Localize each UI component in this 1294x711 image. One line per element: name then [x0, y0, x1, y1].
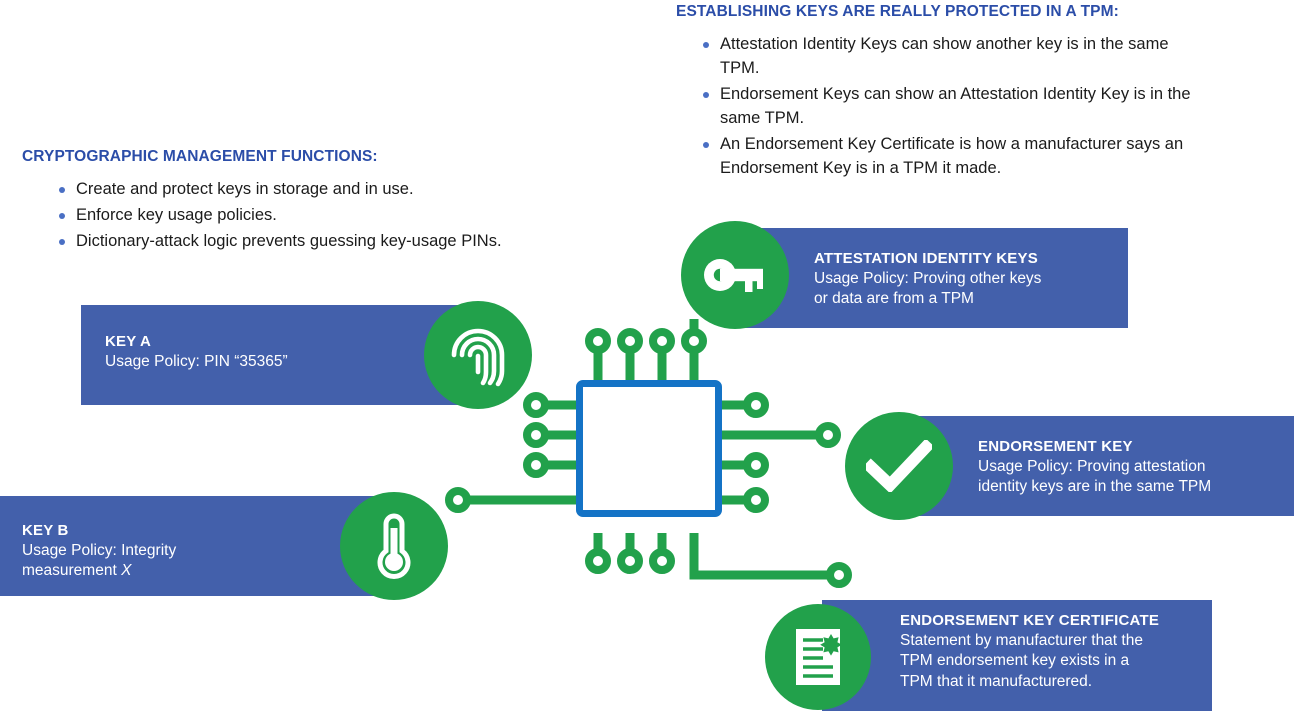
banner-subtitle-line1: Statement by manufacturer that the — [900, 631, 1143, 649]
checkmark-icon — [845, 412, 953, 520]
banner-subtitle-line3: TPM that it manufacturered. — [900, 672, 1093, 690]
banner-title: ENDORSEMENT KEY — [978, 438, 1133, 455]
banner-endorsement-key-certificate — [822, 600, 1212, 711]
list-item: Attestation Identity Keys can show another key is in the same TPM. — [694, 33, 1194, 81]
list-item: Enforce key usage policies. — [50, 204, 622, 228]
banner-subtitle-line2: identity keys are in the same TPM — [978, 478, 1212, 496]
tpm-protection-bullets — [676, 33, 1194, 181]
certificate-icon — [765, 604, 871, 710]
banner-subtitle-line2-italic: X — [121, 562, 132, 580]
tpm-chip-body — [576, 380, 722, 517]
list-item: Endorsement Keys can show an Attestation Identity Key is in the same TPM. — [694, 83, 1194, 131]
tpm-protection-section — [676, 0, 1286, 183]
list-item: Dictionary-attack logic prevents guessing key-usage PINs. — [50, 230, 622, 254]
banner-subtitle-line2: or data are from a TPM — [814, 290, 974, 308]
banner-subtitle-line1: Usage Policy: Proving other keys — [814, 269, 1042, 287]
banner-subtitle-line2-prefix: measurement — [22, 562, 122, 580]
banner-title: ENDORSEMENT KEY CERTIFICATE — [900, 612, 1160, 629]
key-icon — [681, 221, 789, 329]
crypto-functions-heading: CRYPTOGRAPHIC MANAGEMENT FUNCTIONS: — [22, 148, 378, 165]
banner-title: KEY A — [105, 333, 152, 350]
list-item: Create and protect keys in storage and in use. — [50, 178, 622, 202]
banner-subtitle: Usage Policy: PIN “35365” — [105, 352, 288, 370]
fingerprint-icon — [424, 301, 532, 409]
thermometer-icon — [340, 492, 448, 600]
banner-endorsement-key — [900, 416, 1294, 516]
banner-subtitle-line1: Usage Policy: Integrity — [22, 541, 177, 559]
banner-subtitle-line1: Usage Policy: Proving attestation — [978, 457, 1206, 475]
banner-subtitle-line2: TPM endorsement key exists in a — [900, 652, 1130, 670]
banner-title: KEY B — [22, 522, 69, 539]
tpm-protection-heading: ESTABLISHING KEYS ARE REALLY PROTECTED IN A TPM: — [676, 3, 1119, 20]
banner-attestation-identity-keys — [736, 228, 1128, 328]
banner-title: ATTESTATION IDENTITY KEYS — [814, 250, 1038, 267]
list-item: An Endorsement Key Certificate is how a manufacturer says an Endorsement Key is in a TPM it made. — [694, 133, 1190, 181]
